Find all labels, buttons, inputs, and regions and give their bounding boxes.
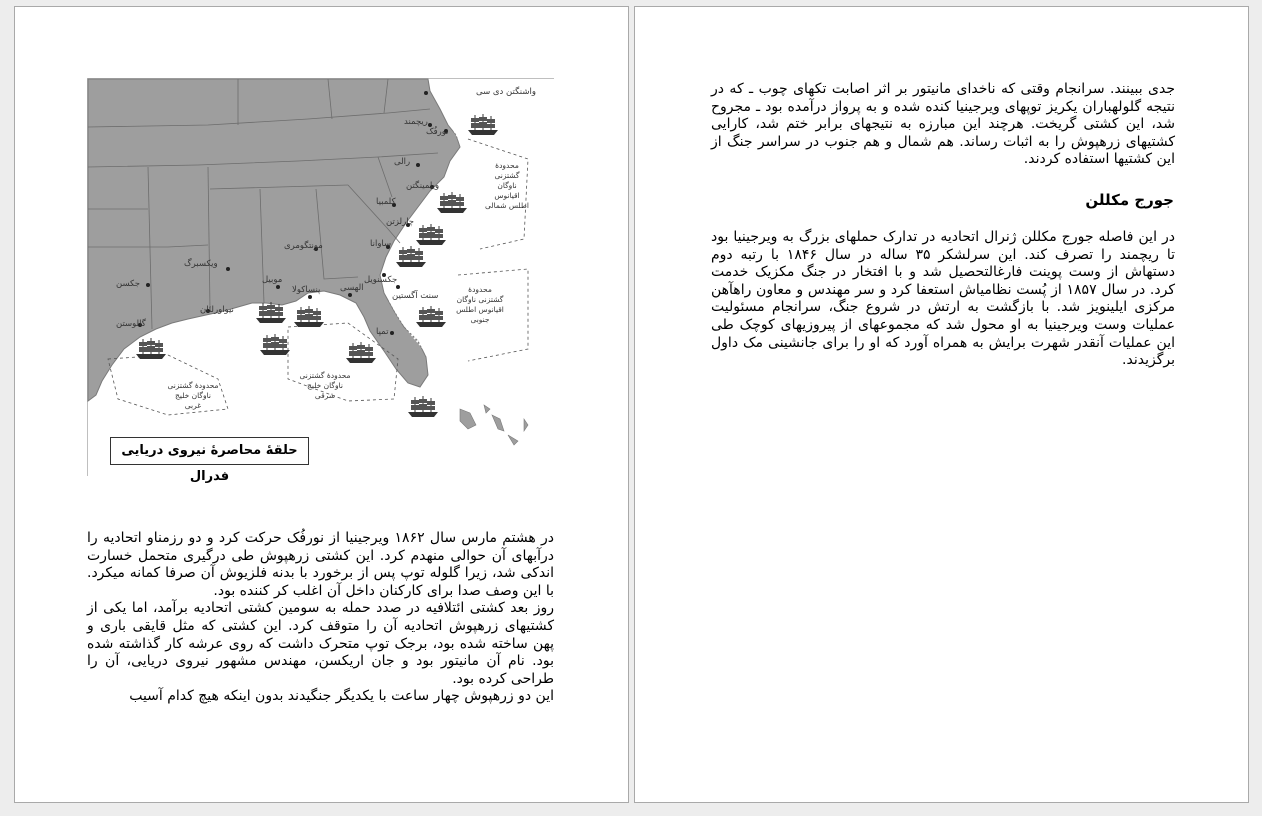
ship-icon — [258, 333, 292, 357]
right-page-bottom-paragraph: در این فاصله جورج مکللن ژنرال اتحادیه در تدارک حملهای بزرگ به ویرجینیا بود تا ریچمند را تصرف کند. این سرلشکر ۳۵ ساله در سال ۱۸۴۶ با رتبه دوم دستهاش از وست پوینت فارغالتحصیل شد و با افتخار در جنگ مکزیک خدمت کرد. در سال ۱۸۵۷ از پُست نظامیاش استعفا کرد و سر مهندس و معاون راهآهن مرکزی ایلینویز شد. با بازگشت به ارتش در شروع جنگ، سرانجام مسئولیت عملیات وست ویرجینیا به او محول شد که مجموعهای از پیروزیهای کوچک طی این عملیات آنقدر شهرت برایش به همراه آورد که او را برای جانشینی مک داول برگزیدند. — [711, 229, 1175, 369]
ship-icon — [435, 191, 469, 215]
city-label: مونتگومری — [284, 241, 323, 251]
left-page-body — [87, 530, 554, 706]
city-label: الهسی — [340, 283, 364, 293]
ship-icon — [466, 113, 500, 137]
left-page — [14, 6, 629, 803]
ship-icon — [292, 305, 326, 329]
ship-icon — [254, 301, 288, 325]
ship-icon — [406, 395, 440, 419]
zone-label-north-atlantic: محدودهٔ گشتزنی ناوگان اقیانوس اطلس شمالی — [485, 161, 529, 210]
city-label: سنت آگستین — [392, 291, 439, 301]
ship-icon — [134, 337, 168, 361]
zone-label-south-atlantic: محدودهٔ گشتزنی ناوگان اقیانوس اطلس جنوبی — [456, 285, 504, 324]
paragraph: روز بعد کشتی ائتلافیه در صدد حمله به سومین کشتی اتحادیه برآمد، اما یکی از کشتیهای زرهپوش اتحادیه آن را متوقف کرد. این کشتی که مثل قایقی باری و پهن ساخته شده بود، برجک توپ متحرک داشت که روی عرشه کار گذاشته شده بود. نام آن مانیتور بود و جان اریکسن، مهندس مشهور نیروی دریایی، آن را طراحی کرده بود. — [87, 600, 554, 687]
city-label: پنساکولا — [292, 285, 321, 295]
city-label: رالی — [394, 157, 411, 167]
city-label: چارلزتن — [386, 217, 415, 227]
zone-label-west-gulf: محدودهٔ گشتزنی ناوگان خلیج غربی — [167, 381, 219, 410]
city-label: جکسنویل — [364, 275, 398, 285]
map-graphic — [88, 79, 555, 477]
ship-icon — [394, 245, 428, 269]
section-heading: جورج مکللن — [1085, 191, 1174, 209]
right-page-top-paragraph: جدی ببینند. سرانجام وقتی که ناخدای مانیتور بر اثر اصابت تکهای چوب ـ که در نتیجه گلولهباران یکریز توپهای ویرجینیا کنده شده و به پرواز درآمده بود ـ مجروح شد، این کشتی گریخت. هرچند این مبارزه به نتیجهای برابر ختم شد، کارایی کشتیهای زرهپوش را به اثبات رساند. هم شمال و هم جنوب در سراسر جنگ از این کشتیها استفاده کردند. — [711, 81, 1175, 168]
city-label: کلمبیا — [376, 197, 396, 207]
city-label: نیواورلئان — [200, 305, 234, 315]
city-label: ساوانا — [370, 239, 392, 249]
zone-label-east-gulf: محدودهٔ گشتزنی ناوگان خلیج شرقی — [299, 371, 351, 400]
city-label: ریچمند — [404, 117, 428, 127]
ship-icon — [414, 305, 448, 329]
city-label: ویکسبرگ — [184, 259, 218, 269]
city-label: جکسن — [116, 279, 141, 289]
paragraph: در هشتم مارس سال ۱۸۶۲ ویرجینیا از نورفُک حرکت کرد و دو رزمناو اتحادیه را درآبهای آن حوالی منهدم کرد. این کشتی زرهپوش طی درگیری متحمل خسارت اندکی شد، زیرا گلوله توپ پس از برخورد با بدنه فلزیوش آن صرفا کمانه میکرد. با این وصف صدا برای کارکنان داخل آن اغلب کر کننده بود. — [87, 530, 554, 599]
city-label: گالوستن — [116, 319, 146, 329]
paragraph: این دو زرهپوش چهار ساعت با یکدیگر جنگیدند بدون اینکه هیچ کدام آسیب — [129, 688, 554, 705]
city-label: تمپا — [376, 327, 389, 337]
city-label: موبیل — [262, 275, 283, 285]
ship-icon — [414, 223, 448, 247]
blockade-map — [87, 78, 554, 484]
city-label: ویلمینگتن — [406, 181, 440, 191]
city-label: واشنگتن دی سی — [476, 87, 536, 97]
ship-icon — [344, 341, 378, 365]
map-caption: حلقهٔ محاصرهٔ نیروی دریایی فدرال — [110, 437, 309, 465]
city-label: نورفُک — [426, 127, 449, 137]
right-page — [634, 6, 1249, 803]
